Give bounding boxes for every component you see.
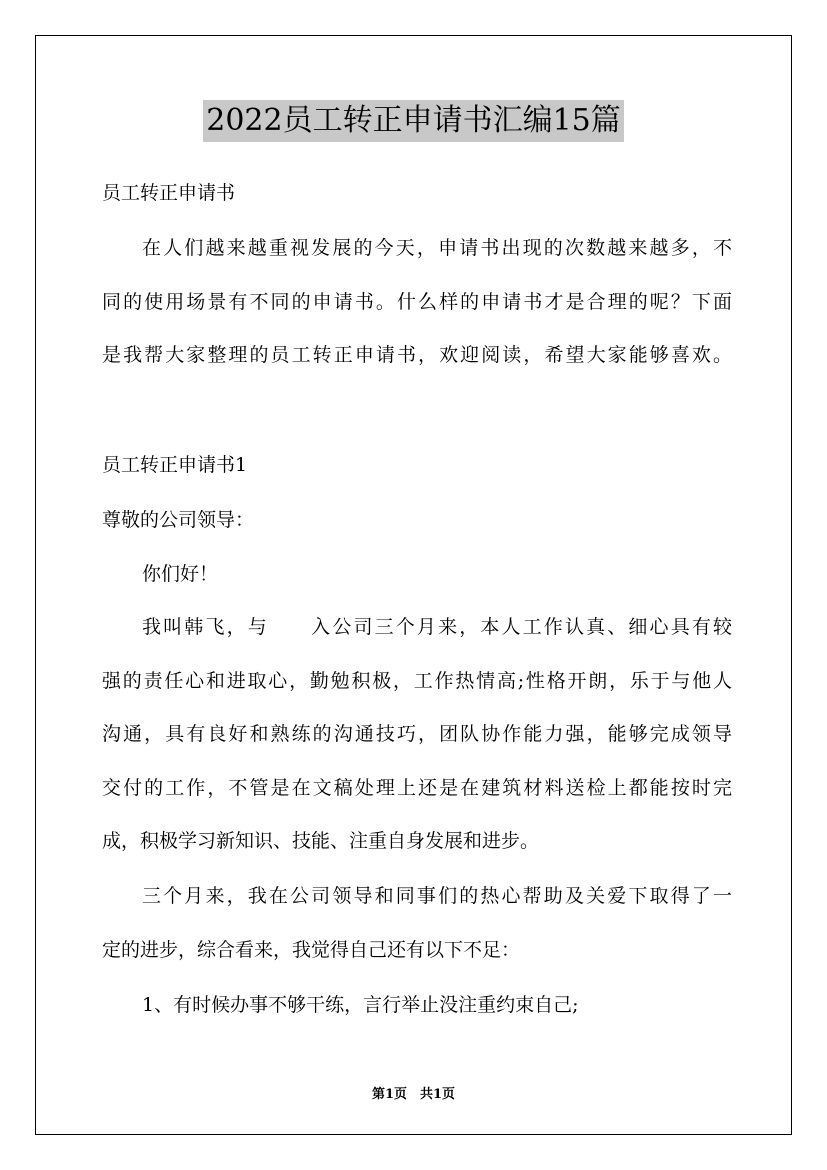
- page-number: 第1页 共1页: [371, 1087, 456, 1102]
- greeting: 你们好！: [142, 563, 219, 585]
- subheading: 员工转正申请书: [102, 182, 236, 204]
- section-title: 员工转正申请书1: [102, 454, 248, 476]
- document-title: 2022员工转正申请书汇编15篇: [203, 100, 624, 142]
- para1-line-5: 成，积极学习新知识、技能、注重自身发展和进步。: [102, 830, 540, 852]
- para2-line-1: 三个月来，我在公司领导和同事们的热心帮助及关爱下取得了一: [142, 885, 732, 907]
- intro-line-3: 是我帮大家整理的员工转正申请书，欢迎阅读，希望大家能够喜欢。: [102, 344, 732, 366]
- title-container: [0, 100, 827, 142]
- list-item-1: 1、有时候办事不够干练，言行举止没注重约束自己;: [142, 994, 579, 1016]
- para1-line-2: 强的责任心和进取心，勤勉积极，工作热情高;性格开朗，乐于与他人: [102, 670, 732, 692]
- para1-line-4: 交付的工作，不管是在文稿处理上还是在建筑材料送检上都能按时完: [102, 777, 732, 799]
- para2-line-2: 定的进步，综合看来，我觉得自己还有以下不足：: [102, 939, 521, 961]
- intro-line-2: 同的使用场景有不同的申请书。什么样的申请书才是合理的呢？下面: [102, 291, 732, 313]
- page-footer: [0, 1083, 827, 1102]
- intro-line-1: 在人们越来越重视发展的今天，申请书出现的次数越来越多，不: [142, 237, 732, 259]
- para1-line-3: 沟通，具有良好和熟练的沟通技巧，团队协作能力强，能够完成领导: [102, 723, 732, 745]
- salutation: 尊敬的公司领导：: [102, 509, 255, 531]
- para1-line-1: 我叫韩飞，与 入公司三个月来，本人工作认真、细心具有较: [142, 616, 732, 638]
